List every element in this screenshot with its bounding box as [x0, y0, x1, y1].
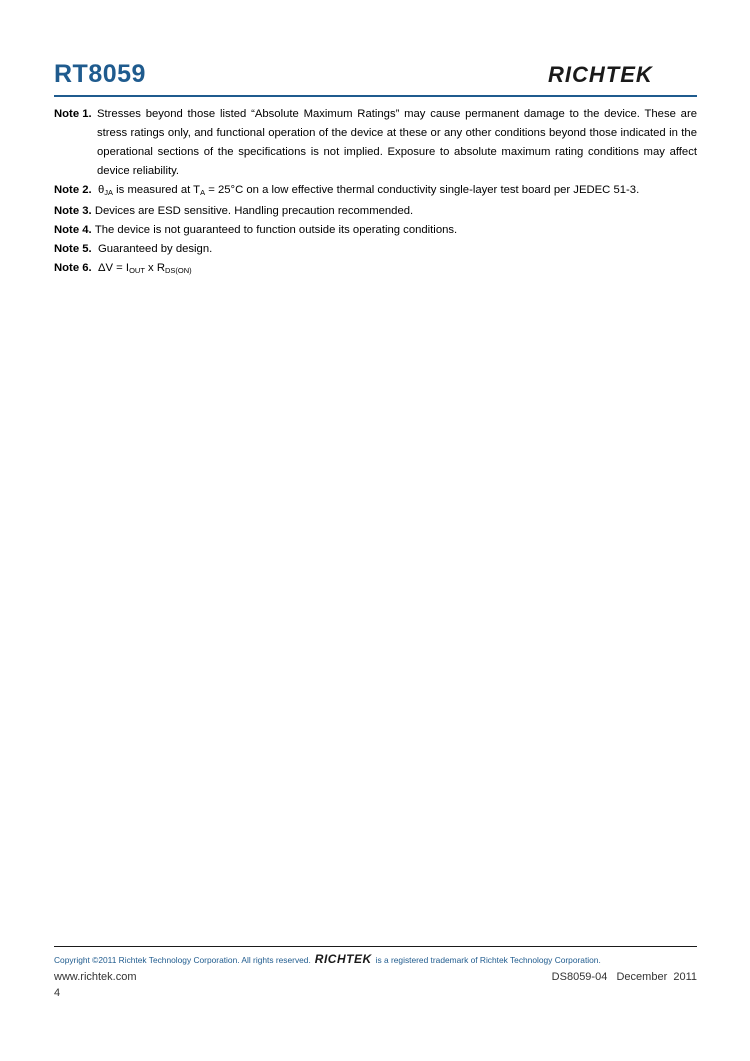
header-rule — [54, 95, 697, 97]
richtek-logo: RICHTEK — [548, 62, 653, 87]
note-label: Note 5. — [54, 243, 92, 255]
note-3 — [54, 202, 697, 221]
note-1 — [54, 105, 697, 181]
document-info: DS8059-04 December 2011 — [551, 971, 697, 983]
footer-rule — [54, 946, 697, 947]
notes-section — [54, 105, 697, 280]
note-text: Devices are ESD sensitive. Handling precaution recommended. — [94, 205, 414, 217]
note-5 — [54, 240, 697, 259]
note-4 — [54, 221, 697, 240]
note-text: $\theta_{JA}$ is measured at $T_A = 25^\circ C$ on a low effective thermal conductivity single-layer test board per JEDEC 51-3. — [97, 184, 640, 197]
footer-url[interactable]: www.richtek.com — [54, 971, 137, 983]
note-label: Note 1. — [54, 108, 92, 120]
part-number: RT8059 — [54, 60, 146, 88]
note-text: $\Delta V = I_{OUT}$ x $R_{DS(ON)}$ — [97, 262, 192, 275]
note-label: Note 6. — [54, 262, 92, 274]
note-text: Stresses beyond those listed “Absolute Maximum Ratings” may cause permanent damage to the device. These are stress ratings only, and functional operation of the device at these or any other conditions beyond those indicated in the operational sections of the specifications is not implied. Exposure to absolute maximum rating conditions may affect device reliability. — [97, 108, 697, 177]
note-2 — [54, 181, 697, 202]
note-text: The device is not guaranteed to function outside its operating conditions. — [94, 224, 458, 236]
page-number: 4 — [54, 987, 61, 999]
note-label: Note 3. — [54, 205, 92, 217]
copyright-line: Copyright ©2011 Richtek Technology Corporation. All rights reserved. RICHTEK is a registered trademark of Richtek Technology Corporation. — [54, 952, 601, 966]
note-text: Guaranteed by design. — [97, 243, 213, 255]
richtek-footer-logo: RICHTEK — [314, 952, 372, 966]
note-label: Note 2. — [54, 184, 92, 196]
note-6 — [54, 259, 697, 280]
note-label: Note 4. — [54, 224, 92, 236]
